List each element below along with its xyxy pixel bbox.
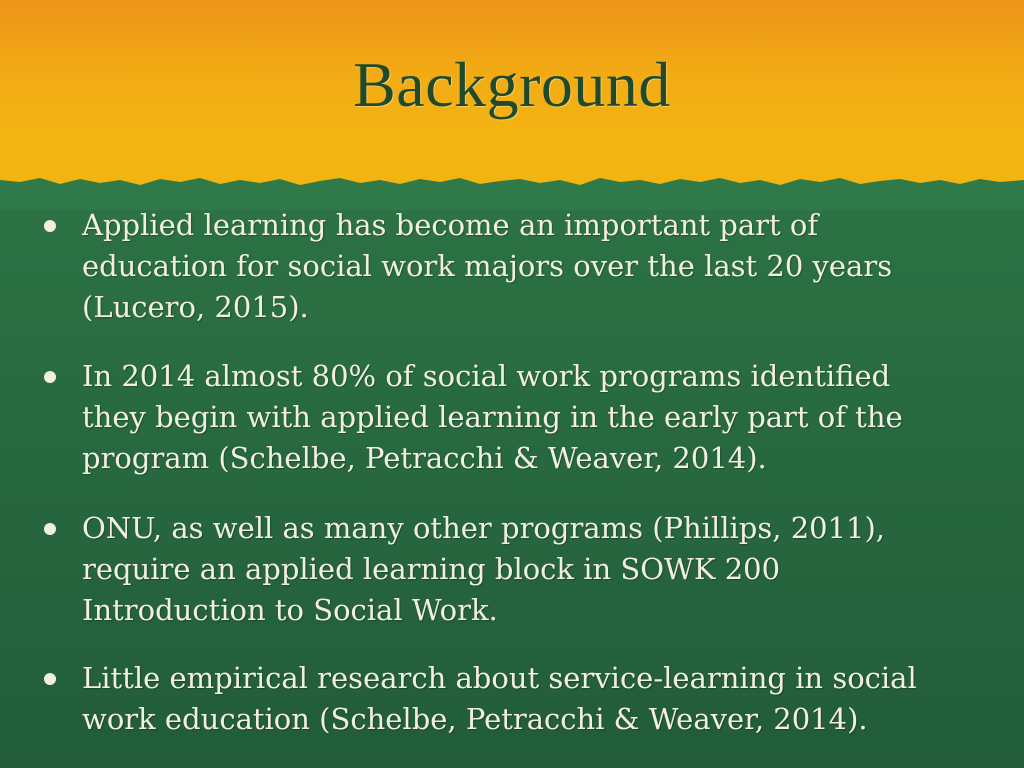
torn-edge-divider bbox=[0, 170, 1024, 210]
bullet-dot-icon bbox=[44, 371, 56, 383]
bullet-item bbox=[82, 658, 942, 740]
bullet-text: ONU, as well as many other programs (Phillips, 2011), require an applied learning block in SOWK 200 Introduction to Social Work. bbox=[82, 511, 886, 627]
bullet-item bbox=[82, 205, 942, 328]
bullet-text: Little empirical research about service-learning in social work education (Schelbe, Petracchi & Weaver, 2014). bbox=[82, 661, 917, 736]
bullet-dot-icon bbox=[44, 673, 56, 685]
bullet-dot-icon bbox=[44, 220, 56, 232]
bullet-dot-icon bbox=[44, 523, 56, 535]
bullet-text: In 2014 almost 80% of social work programs identified they begin with applied learning in the early part of the program (Schelbe, Petracchi & Weaver, 2014). bbox=[82, 359, 903, 475]
bullet-item bbox=[82, 508, 942, 631]
slide-title: Background bbox=[353, 49, 671, 120]
bullet-text: Applied learning has become an important part of education for social work majors over the last 20 years (Lucero, 2015). bbox=[82, 208, 893, 324]
bullet-item bbox=[82, 356, 942, 479]
